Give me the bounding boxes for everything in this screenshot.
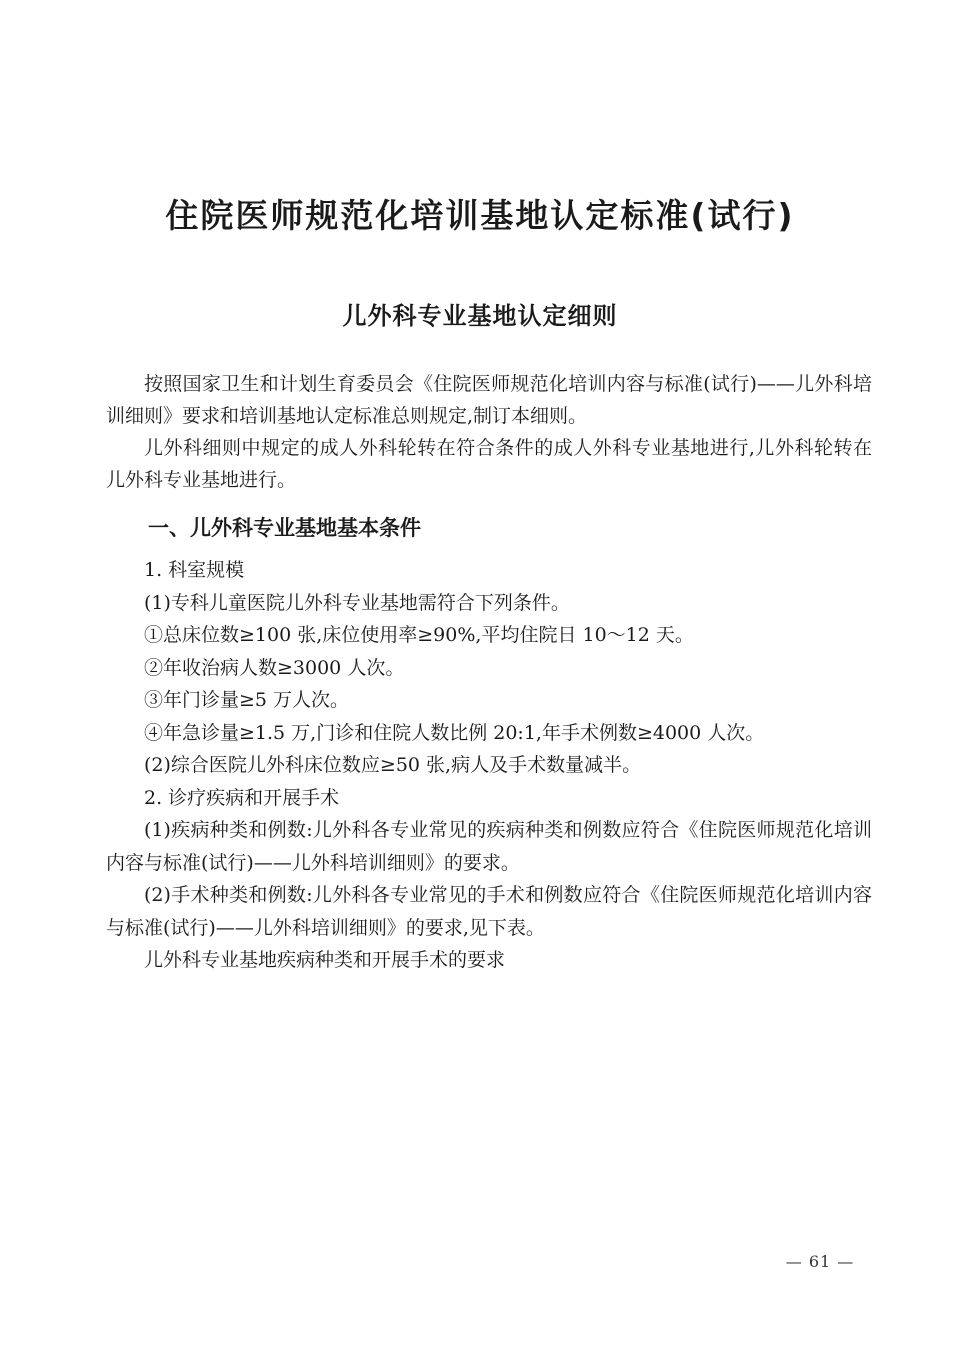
document-body	[106, 368, 872, 977]
list-item: (2)综合医院儿外科床位数应≥50 张,病人及手术数量减半。	[144, 754, 642, 776]
subsection-heading: 1. 科室规模	[144, 559, 245, 581]
intro-paragraph: 儿外科细则中规定的成人外科轮转在符合条件的成人外科专业基地进行,儿外科轮转在儿外科专业基地进行。	[106, 437, 872, 491]
document-subtitle: 儿外科专业基地认定细则	[342, 302, 618, 330]
list-item: (2)手术种类和例数:儿外科各专业常见的手术和例数应符合《住院医师规范化培训内容与标准(试行)——儿外科培训细则》的要求,见下表。	[106, 884, 872, 939]
list-item: ③年门诊量≥5 万人次。	[144, 689, 350, 711]
list-item: ④年急诊量≥1.5 万,门诊和住院人数比例 20:1,年手术例数≥4000 人次。	[144, 721, 765, 744]
list-item: (1)疾病种类和例数:儿外科各专业常见的疾病种类和例数应符合《住院医师规范化培训内容与标准(试行)——儿外科培训细则》的要求。	[106, 819, 872, 874]
subsection-heading: 2. 诊疗疾病和开展手术	[144, 786, 340, 809]
list-item: ①总床位数≥100 张,床位使用率≥90%,平均住院日 10～12 天。	[144, 624, 694, 646]
list-item: (1)专科儿童医院儿外科专业基地需符合下列条件。	[144, 591, 570, 614]
list-item: ②年收治病人数≥3000 人次。	[144, 656, 405, 679]
table-caption: 儿外科专业基地疾病种类和开展手术的要求	[144, 949, 506, 971]
page-number: — 61 —	[785, 1252, 855, 1271]
intro-paragraph: 按照国家卫生和计划生育委员会《住院医师规范化培训内容与标准(试行)——儿外科培训细则》要求和培训基地认定标准总则规定,制订本细则。	[106, 373, 872, 427]
document-title: 住院医师规范化培训基地认定标准(试行)	[165, 196, 795, 235]
section-heading: 一、儿外科专业基地基本条件	[148, 516, 421, 540]
